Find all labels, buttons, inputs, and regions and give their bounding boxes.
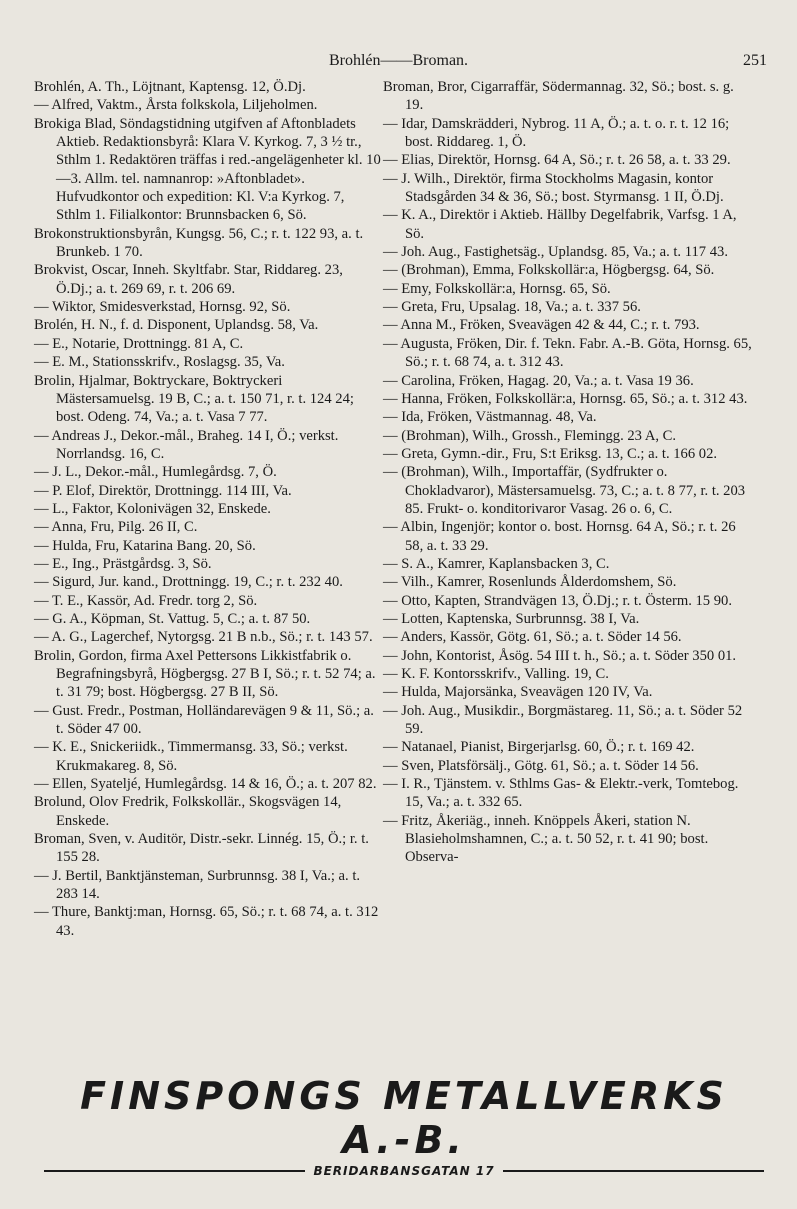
directory-entry: — Andreas J., Dekor.-mål., Braheg. 14 I, Ö.; verkst. Norrlandsg. 16, C. xyxy=(34,427,339,462)
directory-entry: Broman, Bror, Cigarraffär, Södermannag. 32, Sö.; bost. s. g. 19. xyxy=(383,79,734,114)
directory-entry: — Anders, Kassör, Götg. 61, Sö.; a. t. Söder 14 56. xyxy=(383,629,682,646)
directory-entry: — J. Bertil, Banktjänsteman, Surbrunnsg. 38 I, Va.; a. t. 283 14. xyxy=(34,867,361,903)
directory-entry: — Fritz, Åkeriäg., inneh. Knöppels Åkeri, station N. Blasieholmshamnen, C.; a. t. 50 52, r. t. 41 90; bost. Observa- xyxy=(383,812,709,866)
directory-entry: — (Brohman), Wilh., Grossh., Flemingg. 23 A, C. xyxy=(383,427,677,444)
directory-entry: — Sigurd, Jur. kand., Drottningg. 19, C.; r. t. 232 40. xyxy=(34,574,343,591)
directory-entry: Brolin, Gordon, firma Axel Pettersons Likkistfabrik o. Begrafningsbyrå, Högbergsg. 27 B I, Sö.; r. t. 52 74; a. t. 31 79; bost. Högbergsg. 27 B II, Sö. xyxy=(34,647,376,701)
directory-entry: — P. Elof, Direktör, Drottningg. 114 III, Va. xyxy=(34,482,292,499)
directory-entry: — Gust. Fredr., Postman, Holländarevägen 9 & 11, Sö.; a. t. Söder 47 00. xyxy=(34,702,374,738)
directory-entry: — Carolina, Fröken, Hagag. 20, Va.; a. t. Vasa 19 36. xyxy=(383,372,694,389)
directory-entry: — Vilh., Kamrer, Rosenlunds Ålderdomshem, Sö. xyxy=(383,574,677,591)
directory-entry: — Emy, Folkskollär:a, Hornsg. 65, Sö. xyxy=(383,280,611,297)
directory-entry: Brokvist, Oscar, Inneh. Skyltfabr. Star, Riddareg. 23, Ö.Dj.; a. t. 269 69, r. t. 206 69. xyxy=(34,262,343,297)
page-number: 251 xyxy=(743,52,767,69)
directory-entry: — Augusta, Fröken, Dir. f. Tekn. Fabr. A.-B. Göta, Hornsg. 65, Sö.; r. t. 68 74, a. t. 312 43. xyxy=(383,335,752,371)
directory-entry: — Greta, Gymn.-dir., Fru, S:t Eriksg. 13, C.; a. t. 166 02. xyxy=(383,445,718,462)
running-head: Brohlén——Broman. xyxy=(328,52,469,69)
directory-entry: — S. A., Kamrer, Kaplansbacken 3, C. xyxy=(383,555,610,572)
directory-entry: — T. E., Kassör, Ad. Fredr. torg 2, Sö. xyxy=(34,592,258,609)
directory-entry: — Natanael, Pianist, Birgerjarlsg. 60, Ö.; r. t. 169 42. xyxy=(383,739,695,756)
directory-entry: — Sven, Platsförsälj., Götg. 61, Sö.; a. t. Söder 14 56. xyxy=(383,757,699,774)
directory-entry: — L., Faktor, Kolonivägen 32, Enskede. xyxy=(34,500,271,517)
ad-rule-left xyxy=(44,1170,305,1172)
directory-entry: — (Brohman), Emma, Folkskollär:a, Högbergsg. 64, Sö. xyxy=(383,262,715,279)
ad-address-rule xyxy=(44,1164,764,1178)
directory-entry: — Anna, Fru, Pilg. 26 II, C. xyxy=(34,519,198,536)
directory-entry: — (Brohman), Wilh., Importaffär, (Sydfrukter o. Chokladvaror), Mästersamuelsg. 73, C.; a. t. 8 77, r. t. 203 85. Frukt- o. konditorivaror Vasag. 26 o. 6, C. xyxy=(383,464,746,517)
directory-entry: — E., Ing., Prästgårdsg. 3, Sö. xyxy=(34,555,212,572)
ad-company-name: FINSPONGS METALLVERKS A.-B. xyxy=(80,1074,728,1162)
page-header xyxy=(30,52,767,76)
directory-entry: — Albin, Ingenjör; kontor o. bost. Hornsg. 64 A, Sö.; r. t. 26 58, a. t. 33 29. xyxy=(383,519,736,554)
directory-entry: — Joh. Aug., Fastighetsäg., Uplandsg. 85, Va.; a. t. 117 43. xyxy=(383,244,728,261)
directory-entry: — Hulda, Majorsänka, Sveavägen 120 IV, Va. xyxy=(383,684,653,701)
directory-entry: — Anna M., Fröken, Sveavägen 42 & 44, C.; r. t. 793. xyxy=(383,317,700,334)
directory-entry: Brolin, Hjalmar, Boktryckare, Boktryckeri Mästersamuelsg. 19 B, C.; a. t. 150 71, r. t. 124 24; bost. Odeng. 74, Va.; a. t. Vasa 7 77. xyxy=(34,372,354,426)
directory-entry: — J. Wilh., Direktör, firma Stockholms Magasin, kontor Stadsgården 34 & 36, Sö.; bost. Styrmansg. 1 II, Ö.Dj. xyxy=(383,170,724,206)
directory-entry: Brolund, Olov Fredrik, Folkskollär., Skogsvägen 14, Enskede. xyxy=(34,794,342,829)
directory-entry: — Hanna, Fröken, Folkskollär:a, Hornsg. 65, Sö.; a. t. 312 43. xyxy=(383,390,748,407)
ad-rule-right xyxy=(503,1170,764,1172)
directory-entry: Brokiga Blad, Söndagstidning utgifven af Aftonbladets Aktieb. Redaktionsbyrå: Klara V. Kyrkog. 7, 3 ½ tr., Sthlm 1. Redaktören träffas i red.-angelägenheter kl. 10—3. Allm. tel. namnanrop: »Aftonbladet». Hufvudkontor och expedition: Kl. V:a Kyrkog. 7, Sthlm 1. Filialkontor: Brunnsbacken 6, Sö. xyxy=(34,115,381,224)
directory-entry: — Wiktor, Smidesverkstad, Hornsg. 92, Sö. xyxy=(34,299,291,316)
directory-entry: — Greta, Fru, Upsalag. 18, Va.; a. t. 337 56. xyxy=(383,299,641,316)
directory-entry: — Alfred, Vaktm., Årsta folkskola, Liljeholmen. xyxy=(34,97,318,114)
directory-entry: — Idar, Damskrädderi, Nybrog. 11 A, Ö.; a. t. o. r. t. 12 16; bost. Riddareg. 1, Ö. xyxy=(383,115,730,151)
directory-entry: — Hulda, Fru, Katarina Bang. 20, Sö. xyxy=(34,537,256,554)
directory-entry: Brokonstruktionsbyrån, Kungsg. 56, C.; r. t. 122 93, a. t. Brunkeb. 1 70. xyxy=(34,225,364,261)
directory-entry: — Elias, Direktör, Hornsg. 64 A, Sö.; r. t. 26 58, a. t. 33 29. xyxy=(383,152,731,169)
directory-entry: Broman, Sven, v. Auditör, Distr.-sekr. Linnég. 15, Ö.; r. t. 155 28. xyxy=(34,831,369,866)
directory-entry: — Thure, Banktj:man, Hornsg. 65, Sö.; r. t. 68 74, a. t. 312 43. xyxy=(34,904,379,939)
directory-entry: — Ida, Fröken, Västmannag. 48, Va. xyxy=(383,409,597,426)
footer-advertisement xyxy=(44,1074,764,1178)
directory-entry: — K. F. Kontorsskrifv., Valling. 19, C. xyxy=(383,666,609,682)
directory-entry: — John, Kontorist, Åsög. 54 III t. h., Sö.; a. t. Söder 350 01. xyxy=(383,647,737,664)
directory-entry: Brohlén, A. Th., Löjtnant, Kaptensg. 12, Ö.Dj. xyxy=(34,79,306,95)
directory-entry: — E., Notarie, Drottningg. 81 A, C. xyxy=(34,335,244,352)
directory-entry: — Ellen, Syateljé, Humlegårdsg. 14 & 16, Ö.; a. t. 207 82. xyxy=(34,776,377,793)
directory-entry: — Joh. Aug., Musikdir., Borgmästareg. 11, Sö.; a. t. Söder 52 59. xyxy=(383,702,743,738)
directory-entry: Brolén, H. N., f. d. Disponent, Uplandsg. 58, Va. xyxy=(34,317,319,334)
directory-entry: — Lotten, Kaptenska, Surbrunnsg. 38 I, Va. xyxy=(383,610,640,627)
directory-entry: — Otto, Kapten, Strandvägen 13, Ö.Dj.; r. t. Österm. 15 90. xyxy=(383,592,732,609)
directory-entry: — G. A., Köpman, St. Vattug. 5, C.; a. t. 87 50. xyxy=(34,610,311,627)
left-column xyxy=(34,78,382,940)
directory-entry: — K. A., Direktör i Aktieb. Hällby Degelfabrik, Varfsg. 1 A, Sö. xyxy=(383,207,737,242)
directory-entry: — I. R., Tjänstem. v. Sthlms Gas- & Elektr.-verk, Tomtebog. 15, Va.; a. t. 332 65. xyxy=(383,776,739,811)
ad-address: BERIDARBANSGATAN 17 xyxy=(313,1164,495,1178)
right-column xyxy=(383,78,753,867)
directory-entry: — J. L., Dekor.-mål., Humlegårdsg. 7, Ö. xyxy=(34,464,277,481)
directory-entry: — K. E., Snickeriidk., Timmermansg. 33, Sö.; verkst. Krukmakareg. 8, Sö. xyxy=(34,739,348,774)
directory-entry: — E. M., Stationsskrifv., Roslagsg. 35, Va. xyxy=(34,354,285,371)
directory-entry: — A. G., Lagerchef, Nytorgsg. 21 B n.b., Sö.; r. t. 143 57. xyxy=(34,629,373,646)
